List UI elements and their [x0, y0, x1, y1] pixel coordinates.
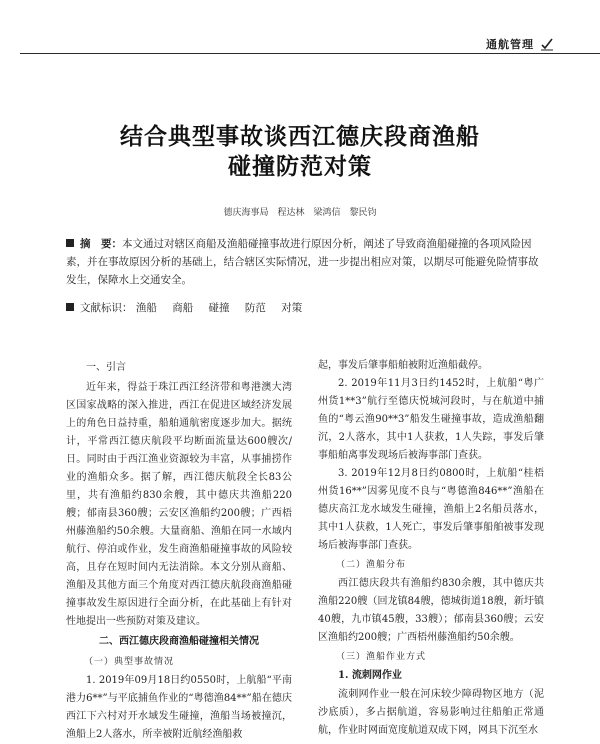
abstract-label: 摘 要： [80, 238, 122, 250]
subsection-heading: （三）渔船作业方式 [336, 652, 427, 662]
running-header [0, 36, 600, 56]
bullet-square-icon [66, 303, 74, 311]
left-column [66, 357, 292, 744]
keyword: 对策 [281, 302, 303, 314]
author-byline: 德庆海事局 程达林 梁鸿信 黎民钧 [223, 208, 377, 218]
article-title-line-2: 碰撞防范对策 [228, 154, 372, 180]
section-heading: 二、西江德庆段商渔船碰撞相关情况 [99, 636, 259, 647]
keyword: 碰撞 [208, 302, 230, 314]
paragraph: 起，事发后肇事船舶被附近渔船截停。 [318, 360, 488, 371]
keyword: 渔船 [135, 302, 157, 314]
subsection-heading: （二）渔船分布 [336, 560, 407, 570]
paragraph: 3. 2019年12月8日约0800时，上航船“桂梧州货16**”因雾见度不良与“粤德渔846**”渔船在德庆高江龙水域发生碰撞，渔船上2名船员落水，其中1人获救，1人死亡，事发后肇事船舶被事发现场后被海事部门查获。 [318, 468, 544, 551]
paragraph: 2. 2019年11月3日约1452时，上航船“粤广州货1**3”航行至德庆悦城河段时，与在航道中捕鱼的“粤云渔90**3”船发生碰撞事故，造成渔船翻沉，2人落水，其中1人获救，1人失踪，事发后肇事船舶离事发现场后被海事部门查获。 [318, 378, 544, 461]
paragraph: 1. 2019年09月18日约0550时，上航船“平南港力6**”与平底捕鱼作业的“粤德渔84**”船在德庆西江下六村对开水域发生碰撞，渔船当场被撞沉，渔船上2人落水，所幸被附近航经渔船救 [66, 675, 292, 740]
section-heading: 一、引言 [86, 362, 126, 373]
subsection-heading: （一）典型事故情况 [84, 657, 175, 667]
keyword: 防范 [244, 302, 266, 314]
article-title-line-1: 结合典型事故谈西江德庆段商渔船 [120, 124, 480, 150]
keywords-label: 文献标识： [80, 302, 133, 314]
abstract-text: 本文通过对辖区商船及渔船碰撞事故进行原因分析，阐述了导致商渔船碰撞的各项风险因素，并在事故原因分析的基础上，结合辖区实际情况，进一步提出相应对策，以期尽可能避免险情事故发生，保障水上交通安全。 [66, 238, 539, 286]
pen-check-icon [540, 36, 554, 52]
right-column [318, 357, 544, 740]
keywords [66, 300, 546, 315]
abstract [66, 235, 546, 289]
subsection-heading: 1. 流刺网作业 [338, 670, 402, 681]
keyword: 商船 [172, 302, 194, 314]
bullet-square-icon [66, 239, 74, 247]
paragraph: 流刺网作业一般在河床较少障碍物区地方（泥沙底质），多占据航道，容易影响过往船舶正常通航，作业时网面宽度航道双成下网，网具下沉至水 [318, 689, 544, 736]
header-rule [20, 53, 600, 54]
paragraph: 西江德庆段共有渔船约830余艘，其中德庆共渔船220艘（回龙镇84艘，德城街道18艘，新圩镇40艘，九市镇45艘，33艘）；郁南县360艘；云安区渔船约200艘；广西梧州藤渔船约50余艘。 [318, 578, 544, 643]
paragraph: 近年来，得益于珠江西江经济带和粤港澳大湾区国家战略的深入推进，西江在促进区域经济发展上的角色日益持重，船舶通航密度逐步加大。据统计，平常西江德庆航段平均断面流量达600艘次/日。同时由于西江渔业资源较为丰富，从事捕捞作业的渔船众多。据了解，西江德庆航段全长83公里，共有渔船约830余艘，其中德庆共渔船220艘；郁南县360艘；云安区渔船约200艘；广西梧州藤渔船约50余艘。大量商船、渔船在同一水域内航行、停泊或作业，发生商渔船碰撞事故的风险较高，且存在短时间内无法消除。本文分别从商船、渔船及其他方面三个角度对西江德庆航段商渔船碰撞事故发生原因进行全面分析，在此基础上有针对性地提出一些预防对策及建议。 [66, 382, 292, 627]
section-label: 通航管理 [482, 36, 538, 52]
